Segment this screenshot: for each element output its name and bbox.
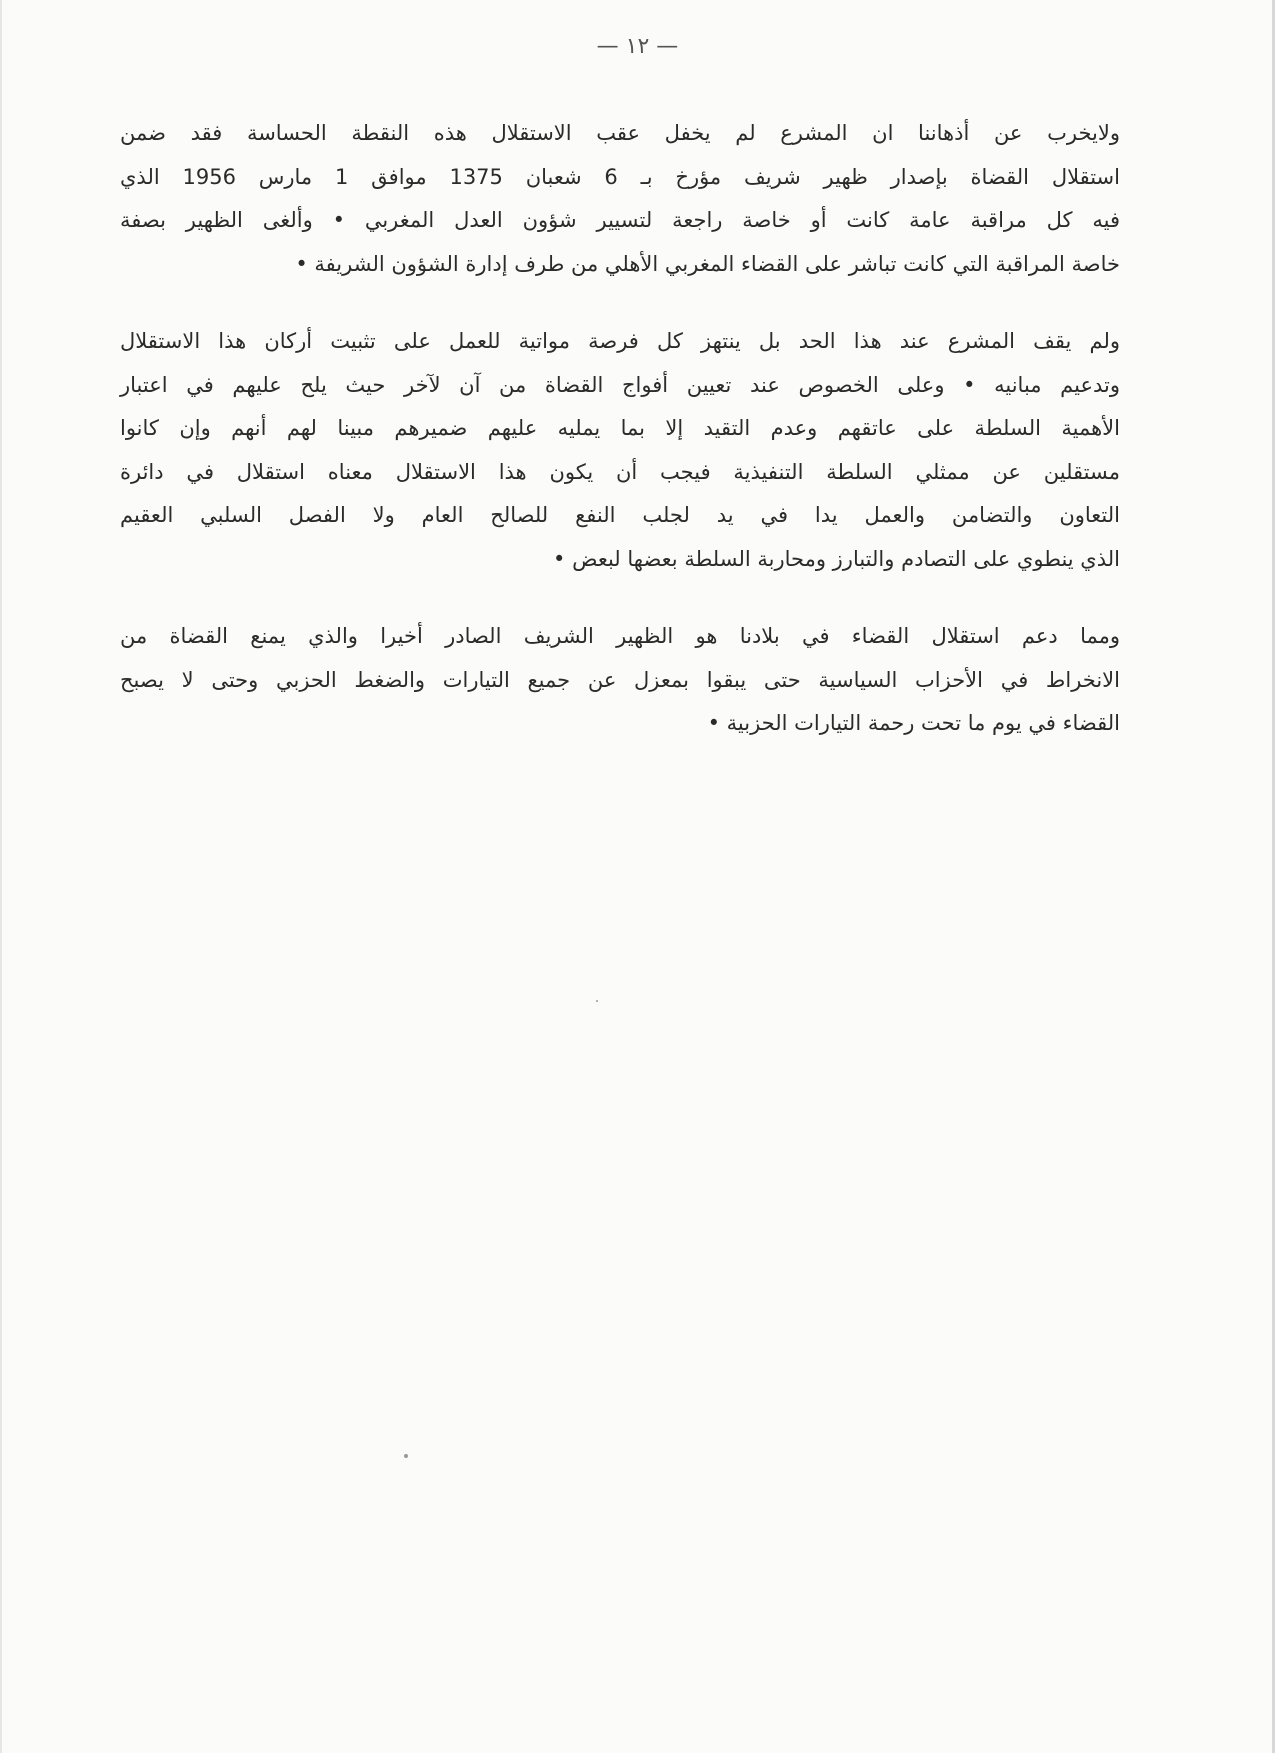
page-number: — ١٢ —	[596, 34, 679, 59]
scan-edge-left	[0, 0, 2, 1753]
scan-speck	[596, 1000, 598, 1002]
text-line: الانخراط في الأحزاب السياسية حتى يبقوا بمعزل عن جميع التيارات والضغط الحزبي وحتى لا يصبح	[120, 667, 1120, 692]
paragraph-3	[120, 615, 1120, 746]
scan-speck	[404, 1454, 408, 1458]
text-line: الذي ينطوي على التصادم والتبارز ومحاربة السلطة بعضها لبعض •	[553, 546, 1120, 571]
text-line: ومما دعم استقلال القضاء في بلادنا هو الظهير الشريف الصادر أخيرا والذي يمنع القضاة من	[120, 624, 1120, 648]
text-line: ولايخرب عن أذهاننا ان المشرع لم يخفل عقب الاستقلال هذه النقطة الحساسة فقد ضمن	[120, 121, 1120, 145]
text-line: استقلال القضاة بإصدار ظهير شريف مؤرخ بـ 6 شعبان 1375 موافق 1 مارس 1956 الذي	[120, 164, 1120, 189]
paragraph-2	[120, 320, 1120, 581]
body-text	[120, 112, 1120, 746]
text-line: خاصة المراقبة التي كانت تباشر على القضاء المغربي الأهلي من طرف إدارة الشؤون الشريفة •	[295, 251, 1120, 276]
text-line: مستقلين عن ممثلي السلطة التنفيذية فيجب أن يكون هذا الاستقلال معناه استقلال في دائرة	[120, 459, 1120, 484]
text-line: ولم يقف المشرع عند هذا الحد بل ينتهز كل فرصة مواتية للعمل على تثبيت أركان هذا الاستقلال	[120, 329, 1120, 353]
text-line: وتدعيم مبانيه • وعلى الخصوص عند تعيين أفواج القضاة من آن لآخر حيث يلح عليهم في اعتبار	[120, 372, 1120, 397]
text-line: القضاء في يوم ما تحت رحمة التيارات الحزبية •	[707, 711, 1120, 735]
paragraph-1	[120, 112, 1120, 286]
text-line: التعاون والتضامن والعمل يدا في يد لجلب النفع للصالح العام ولا الفصل السلبي العقيم	[120, 503, 1120, 527]
text-line: الأهمية السلطة على عاتقهم وعدم التقيد إلا بما يمليه عليهم ضميرهم مبينا لهم أنهم وإن كانوا	[120, 416, 1120, 440]
text-line: فيه كل مراقبة عامة كانت أو خاصة راجعة لتسيير شؤون العدل المغربي • وألغى الظهير بصفة	[120, 208, 1120, 232]
